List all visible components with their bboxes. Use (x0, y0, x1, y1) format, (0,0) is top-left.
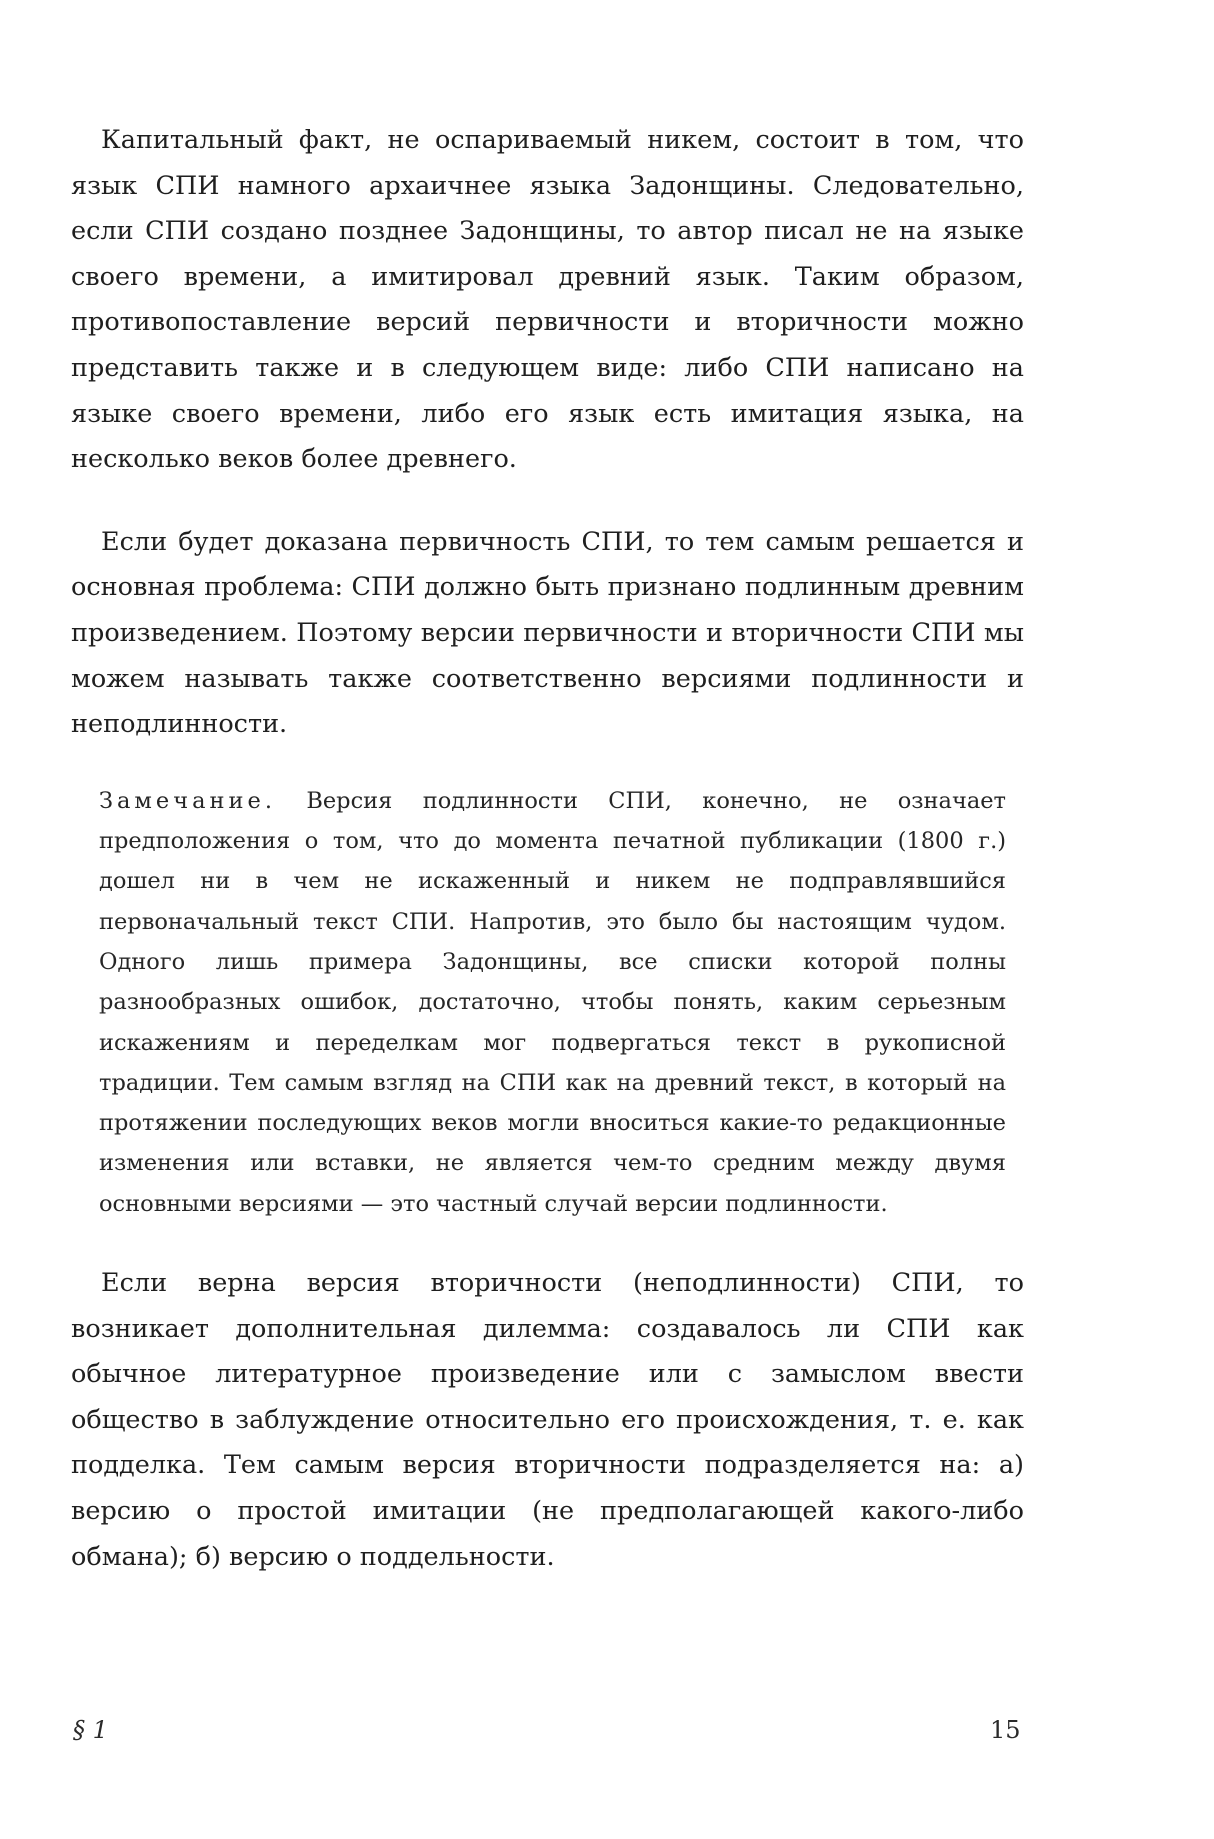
page-number: 15 (990, 1716, 1021, 1744)
paragraph-3: Если верна версия вторичности (неподлинности) СПИ, то возникает дополнительная дилемма: создавалось ли СПИ как обычное литературное произведение или с замыслом ввести общество в заблуждение относительно его происхождения, т. е. как подделка. Тем самым версия вторичности подразделяется на: а) версию о простой имитации (не предполагающей какого-либо обмана); б) версию о поддельности. (71, 1267, 1024, 1572)
remark-title: Замечание. (99, 787, 276, 814)
paragraph-2: Если будет доказана первичность СПИ, то тем самым решается и основная проблема: СПИ должно быть признано подлинным древним произведением. Поэтому версии первичности и вторичности СПИ мы можем называть также соответственно версиями подлинности и неподлинности. (71, 526, 1024, 740)
remark-block (99, 781, 1006, 1224)
paragraph-1: Капитальный факт, не оспариваемый никем, состоит в том, что язык СПИ намного архаичнее языка Задонщины. Следовательно, если СПИ создано позднее Задонщины, то автор писал не на языке своего времени, а имитировал древний язык. Таким образом, противопоставление версий первичности и вторичности можно представить также и в следующем виде: либо СПИ написано на языке своего времени, либо его язык есть имитация языка, на несколько веков более древнего. (71, 125, 1024, 475)
remark-text: Версия подлинности СПИ, конечно, не означает предположения о том, что до момента печатной публикации (1800 г.) дошел ни в чем не искаженный и никем не подправлявшийся первоначальный текст СПИ. Напротив, это было бы настоящим чудом. Одного лишь примера Задонщины, все списки которой полны разнообразных ошибок, достаточно, чтобы понять, каким серьезным искажениям и переделкам мог подвергаться текст в рукописной традиции. Тем самым взгляд на СПИ как на древний текст, в который на протяжении последующих веков могли вноситься какие-то редакционные изменения или вставки, не является чем-то средним между двумя основными версиями — это частный случай версии подлинности. (99, 787, 1006, 1217)
page-body (71, 118, 1024, 1580)
footer-section-mark: § 1 (73, 1716, 108, 1744)
